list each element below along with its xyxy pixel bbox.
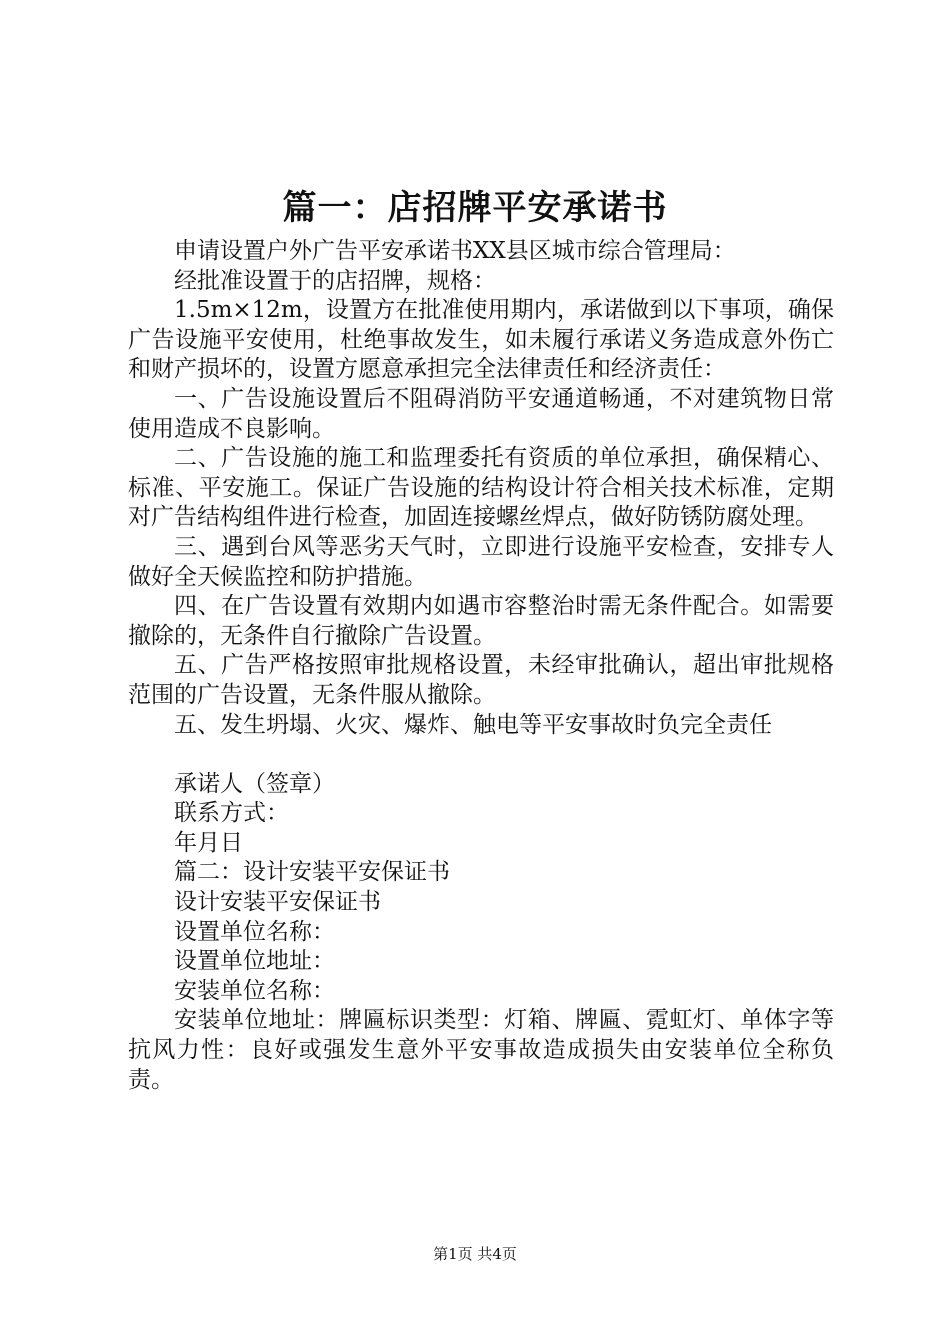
section-two-title: 设计安装平安保证书 xyxy=(174,889,381,916)
contact-line: 联系方式： xyxy=(174,800,289,827)
field-setup-unit-address: 设置单位地址： xyxy=(174,948,335,975)
document-body xyxy=(128,237,834,1095)
paragraph-item-5: 五、广告严格按照审批规格设置，未经审批确认，超出审批规格范围的广告设置，无条件服从撤除。 xyxy=(128,652,834,708)
page-number-footer: 第1页 共4页 xyxy=(433,1245,517,1263)
date-line: 年月日 xyxy=(174,829,243,856)
section-two-heading: 篇二：设计安装平安保证书 xyxy=(174,859,450,886)
paragraph-item-6: 五、发生坍塌、火灾、爆炸、触电等平安事故时负完全责任 xyxy=(174,711,772,738)
field-install-unit-address: 安装单位地址：牌匾标识类型：灯箱、牌匾、霓虹灯、单体字等抗风力性：良好或强发生意外平安事故造成损失由安装单位全称负责。 xyxy=(128,1007,834,1093)
paragraph-item-2: 二、广告设施的施工和监理委托有资质的单位承担，确保精心、标准、平安施工。保证广告设施的结构设计符合相关技术标准，定期对广告结构组件进行检查，加固连接螺丝焊点，做好防锈防腐处理。 xyxy=(128,445,834,531)
paragraph-item-3: 三、遇到台风等恶劣天气时，立即进行设施平安检查，安排专人做好全天候监控和防护措施。 xyxy=(128,533,834,590)
field-setup-unit-name: 设置单位名称： xyxy=(174,918,335,945)
paragraph-item-1: 一、广告设施设置后不阻碍消防平安通道畅通，不对建筑物日常使用造成不良影响。 xyxy=(128,385,834,442)
document-title: 篇一：店招牌平安承诺书 xyxy=(282,188,668,228)
paragraph-specification: 1.5m×12m，设置方在批准使用期内，承诺做到以下事项，确保广告设施平安使用，杜绝事故发生，如未履行承诺义务造成意外伤亡和财产损坏的，设置方愿意承担完全法律责任和经济责任： xyxy=(128,297,834,383)
field-install-unit-name: 安装单位名称： xyxy=(174,977,335,1004)
paragraph-approval: 经批准设置于的店招牌，规格： xyxy=(174,267,496,294)
paragraph-application-header: 申请设置户外广告平安承诺书XX县区城市综合管理局： xyxy=(174,238,736,264)
signature-line: 承诺人（签章） xyxy=(174,770,335,797)
paragraph-item-4: 四、在广告设置有效期内如遇市容整治时需无条件配合。如需要撤除的，无条件自行撤除广告设置。 xyxy=(128,593,834,649)
